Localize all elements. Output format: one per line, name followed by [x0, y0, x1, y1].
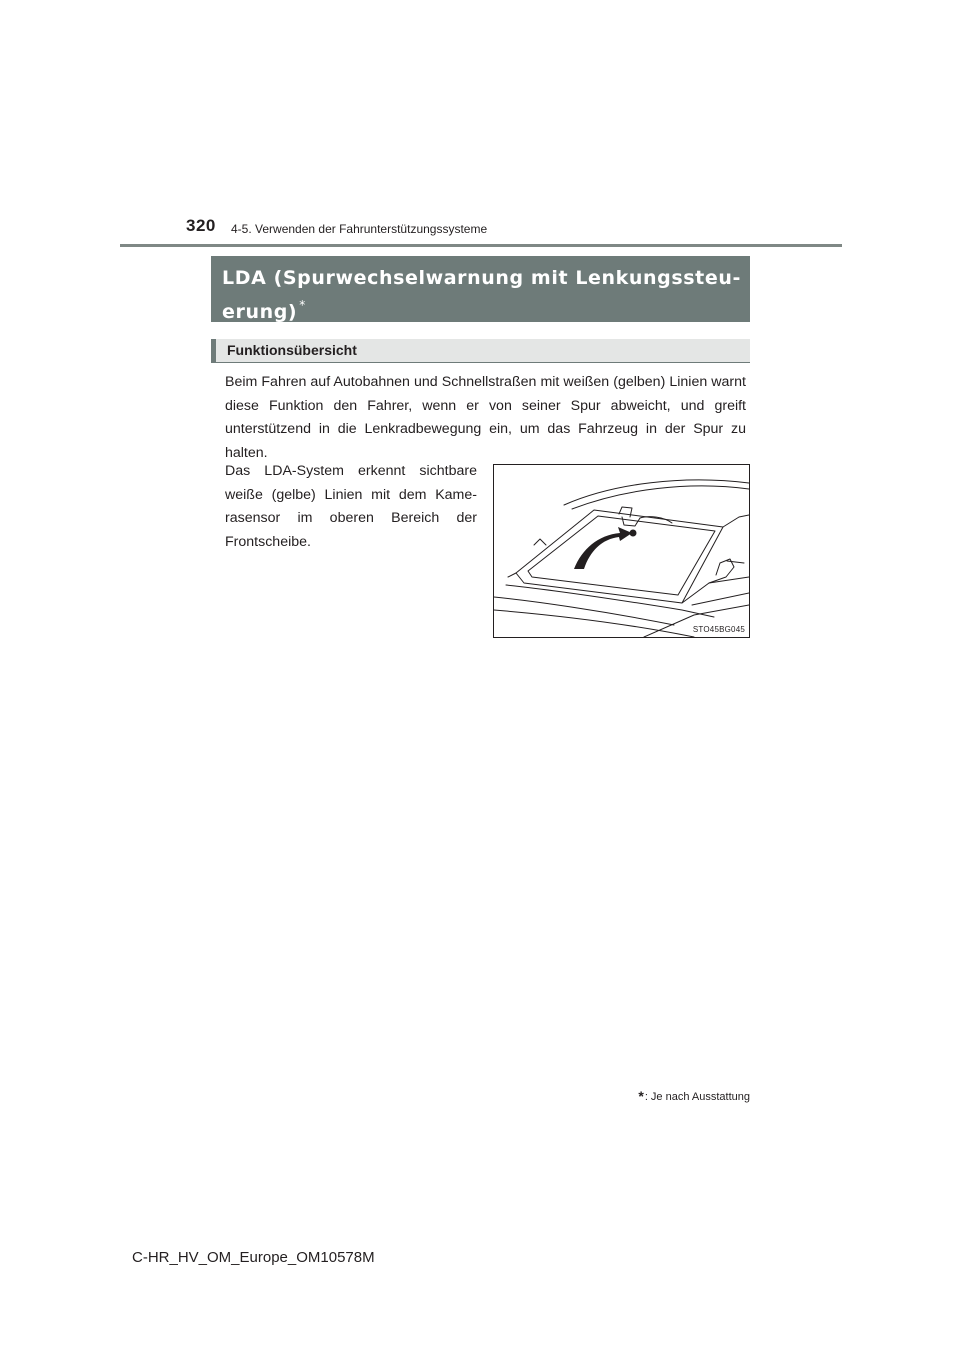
- chapter-title: 4-5. Verwenden der Fahrunterstützungssysteme: [231, 222, 488, 236]
- windshield-camera-illustration: [494, 465, 749, 637]
- document-id: C-HR_HV_OM_Europe_OM10578M: [132, 1249, 375, 1266]
- intro-paragraph: Beim Fahren auf Autobahnen und Schnellstraßen mit weißen (gelben) Linien warnt diese Funktion den Fahrer, wenn er von seiner Spur abweicht, und greift unterstützend in die Lenkradbewegung ein, um das Fahrzeug in der Spur zu halten.: [225, 374, 746, 461]
- section-title-line1: LDA (Spurwechselwarnung mit Lenkungssteu-: [222, 267, 741, 289]
- footnote-marker: *: [638, 1088, 644, 1104]
- header-divider: [120, 244, 842, 247]
- footnote-text: : Je nach Ausstattung: [644, 1091, 750, 1103]
- availability-marker: *: [299, 298, 306, 312]
- section-title: [222, 265, 750, 326]
- figure-code: STO45BG045: [692, 625, 745, 634]
- footnote: [638, 1088, 750, 1104]
- subsection-heading-bar: [211, 339, 750, 363]
- camera-paragraph: Das LDA-System erkennt sichtbare weiße (gelbe) Linien mit dem Kame-rasensor im oberen Bereich der Frontscheibe.: [225, 463, 477, 550]
- section-title-banner: [211, 256, 750, 322]
- windshield-figure: [493, 464, 750, 638]
- subsection-heading: Funktionsübersicht: [227, 342, 357, 358]
- section-title-line2: erung): [222, 301, 298, 323]
- page-number: 320: [186, 216, 216, 235]
